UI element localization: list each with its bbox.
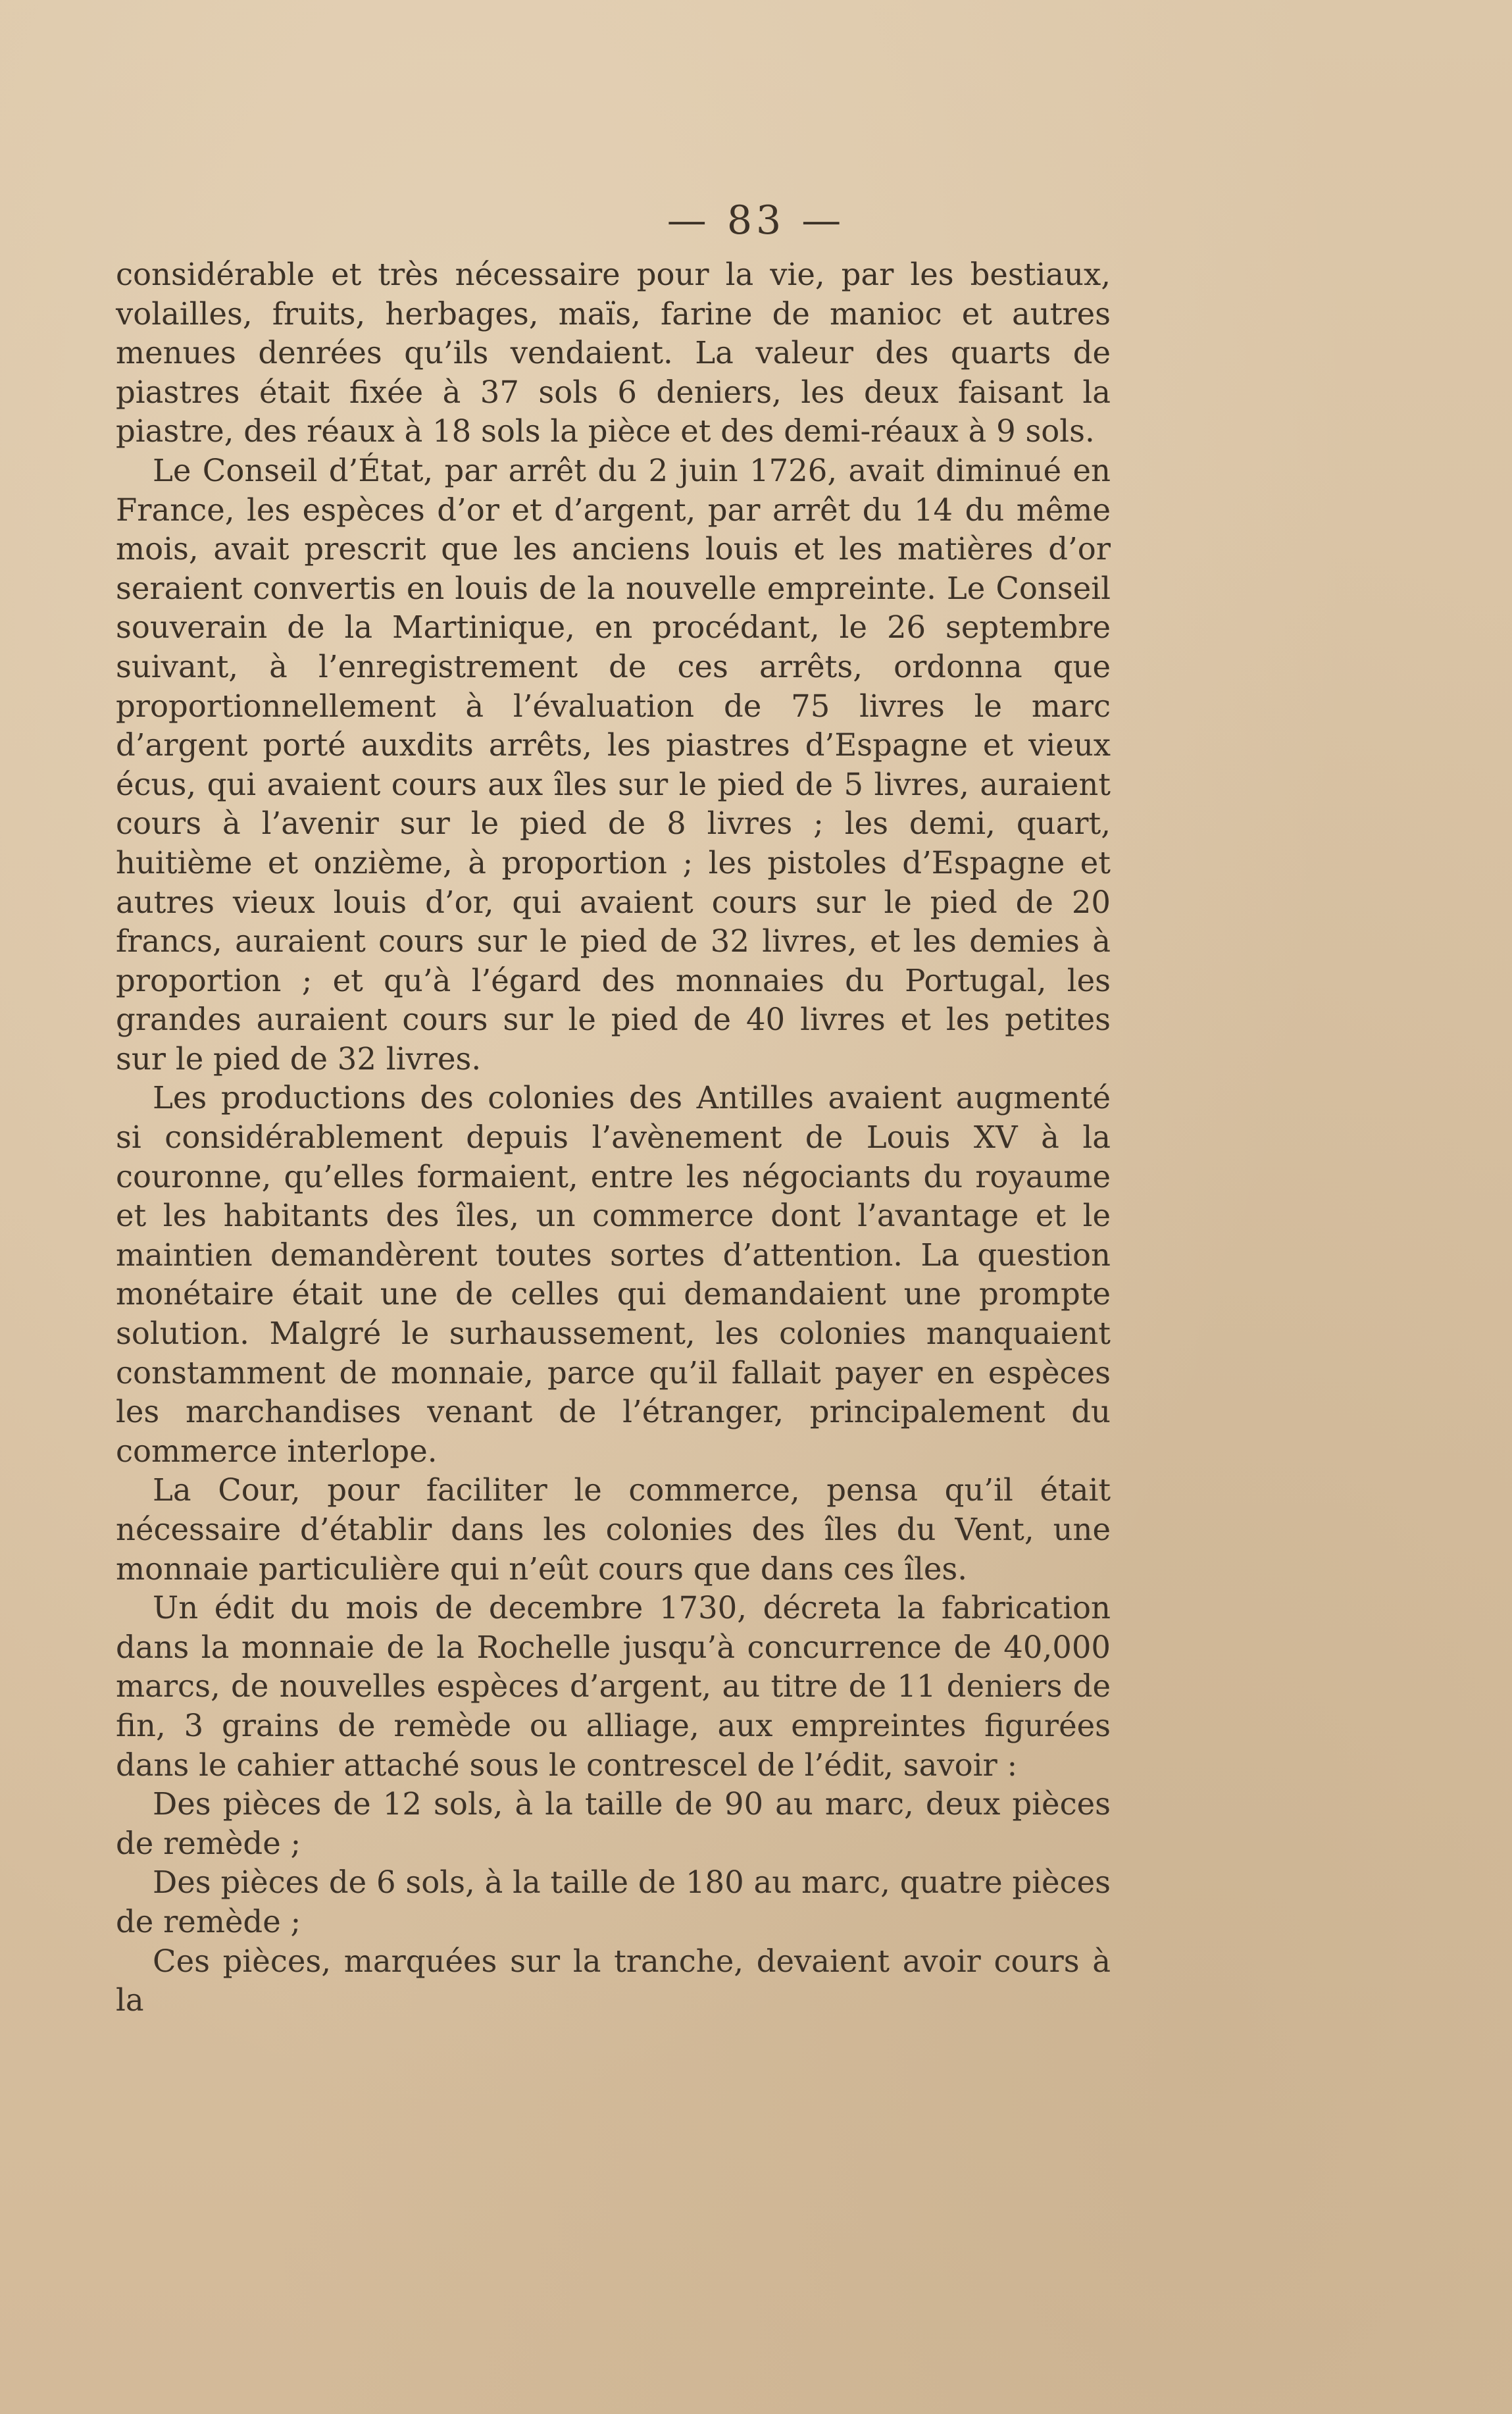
paragraph: considérable et très nécessaire pour la vie, par les bestiaux, volailles, fruits, herbages, maïs, farine de manioc et autres menues denrées qu’ils vendaient. La valeur des quarts de piastres était fixée à 37 sols 6 deniers, les deux faisant la piastre, des réaux à 18 sols la pièce et des demi-réaux à 9 sols. bbox=[116, 257, 1111, 449]
paragraph: Ces pièces, marquées sur la tranche, devaient avoir cours à la bbox=[116, 1943, 1111, 2018]
page-number: — 83 — bbox=[667, 197, 845, 244]
paragraph: Le Conseil d’État, par arrêt du 2 juin 1726, avait diminué en France, les espèces d’or et d’argent, par arrêt du 14 du même mois, avait prescrit que les anciens louis et les matières d’or seraient convertis en louis de la nouvelle empreinte. Le Conseil souverain de la Martinique, en procédant, le 26 septembre suivant, à l’enregistrement de ces arrêts, ordonna que proportionnellement à l’évaluation de 75 livres le marc d’argent porté auxdits arrêts, les piastres d’Espagne et vieux écus, qui avaient cours aux îles sur le pied de 5 livres, auraient cours à l’avenir sur le pied de 8 livres ; les demi, quart, huitième et onzième, à proportion ; les pistoles d’Espagne et autres vieux louis d’or, qui avaient cours sur le pied de 20 francs, auraient cours sur le pied de 32 livres, et les demies à proportion ; et qu’à l’égard des monnaies du Portugal, les grandes auraient cours sur le pied de 40 livres et les petites sur le pied de 32 livres. bbox=[116, 452, 1111, 1077]
body-text bbox=[116, 255, 1111, 2020]
paragraph: La Cour, pour faciliter le commerce, pensa qu’il était nécessaire d’établir dans les colonies des îles du Vent, une monnaie particulière qui n’eût cours que dans ces îles. bbox=[116, 1472, 1111, 1587]
paragraph: Les productions des colonies des Antilles avaient augmenté si considérablement depuis l’avènement de Louis XV à la couronne, qu’elles formaient, entre les négociants du royaume et les habitants des îles, un commerce dont l’avantage et le maintien demandèrent toutes sortes d’attention. La question monétaire était une de celles qui demandaient une prompte solution. Malgré le surhaussement, les colonies manquaient constamment de monnaie, parce qu’il fallait payer en espèces les marchandises venant de l’étranger, principalement du commerce interlope. bbox=[116, 1080, 1111, 1469]
paragraph: Un édit du mois de decembre 1730, décreta la fabrication dans la monnaie de la Rochelle jusqu’à concurrence de 40,000 marcs, de nouvelles espèces d’argent, au titre de 11 deniers de fin, 3 grains de remède ou alliage, aux empreintes figurées dans le cahier attaché sous le contrescel de l’édit, savoir : bbox=[116, 1590, 1111, 1783]
paragraph: Des pièces de 6 sols, à la taille de 180 au marc, quatre pièces de remède ; bbox=[116, 1864, 1111, 1939]
paragraph: Des pièces de 12 sols, à la taille de 90 au marc, deux pièces de remède ; bbox=[116, 1786, 1111, 1861]
